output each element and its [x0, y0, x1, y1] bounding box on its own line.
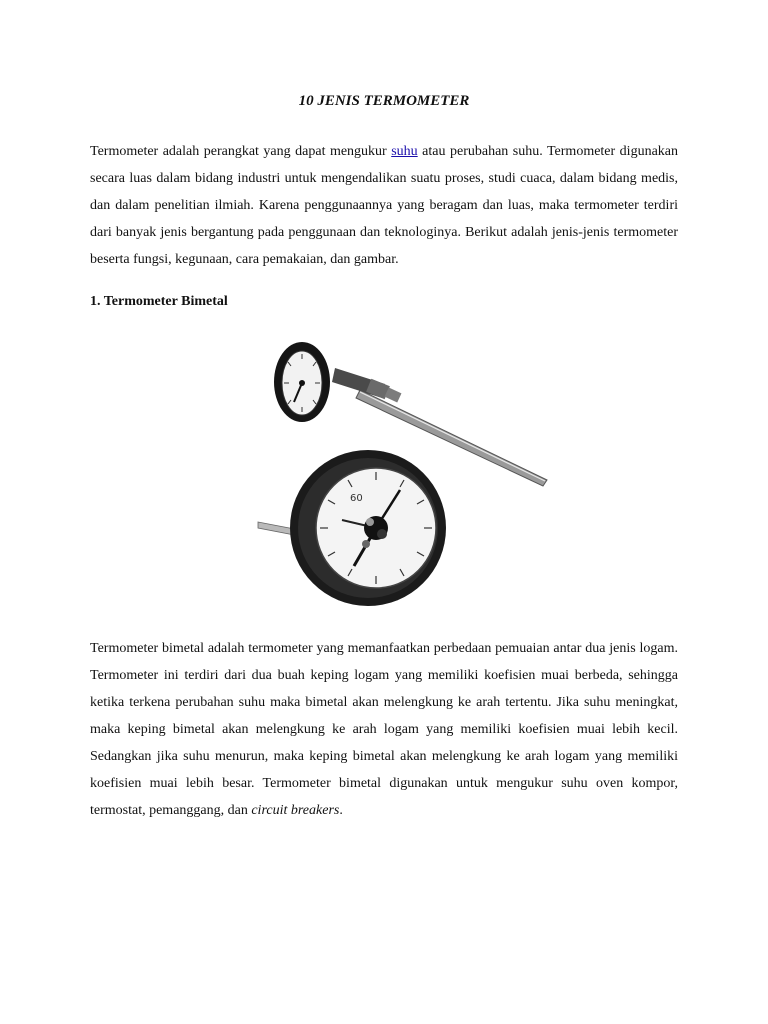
intro-paragraph	[90, 138, 678, 273]
document-title: 10 JENIS TERMOMETER	[298, 93, 470, 109]
bimetal-text-end: .	[339, 803, 343, 818]
dial-label: 60	[350, 493, 363, 504]
bimetal-paragraph	[90, 635, 678, 824]
bimetal-thermometer-photo-icon	[250, 340, 550, 610]
suhu-link[interactable]: suhu	[391, 144, 418, 159]
circuit-breakers-italic: circuit breakers	[251, 803, 340, 818]
intro-text-start: Termometer adalah perangkat yang dapat mengukur	[90, 144, 392, 159]
intro-text-rest: atau perubahan suhu. Termometer digunakan secara luas dalam bidang industri untuk mengendalikan suatu proses, studi cuaca, dalam bidang medis, dan dalam penelitian ilmiah. Karena penggunaannya yang beragam dan luas, maka termometer terdiri dari banyak jenis bergantung pada penggunaan dan teknologinya. Berikut adalah jenis-jenis termometer beserta fungsi, kegunaan, cara pemakaian, dan gambar.	[90, 144, 679, 267]
section-heading-bimetal: 1. Termometer Bimetal	[90, 294, 228, 309]
bimetal-text: Termometer bimetal adalah termometer yang memanfaatkan perbedaan pemuaian antar dua jenis logam. Termometer ini terdiri dari dua buah keping logam yang memiliki koefisien muai berbeda, sehingga ketika terkena perubahan suhu maka bimetal akan melengkung ke arah tertentu. Jika suhu meningkat, maka keping bimetal akan melengkung ke arah logam yang memiliki koefisien muai lebih kecil. Sedangkan jika suhu menurun, maka keping bimetal akan melengkung ke arah logam yang memiliki koefisien muai lebih besar. Termometer bimetal digunakan untuk mengukur suhu oven kompor, termostat, pemanggang, dan	[90, 641, 678, 818]
